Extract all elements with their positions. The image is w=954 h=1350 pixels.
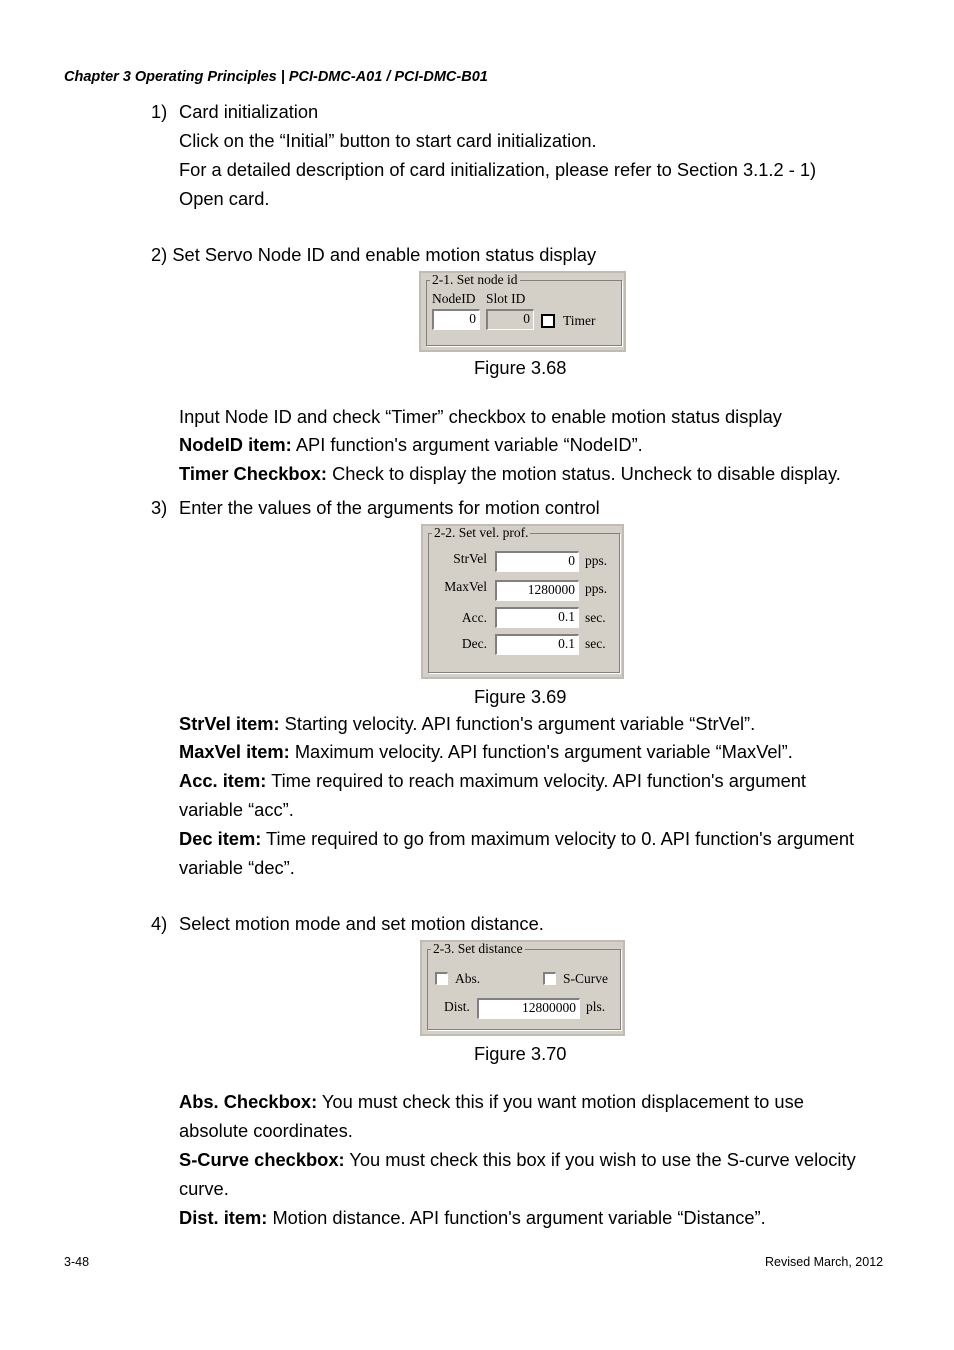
acc-text: Time required to reach maximum velocity. API function's argument [266, 770, 807, 791]
timer-term: Timer Checkbox: [179, 463, 327, 484]
section3-number: 3) [151, 497, 168, 518]
strvel-term: StrVel item: [179, 713, 280, 734]
section1-line1: Click on the “Initial” button to start card initialization. [179, 130, 597, 151]
nodeid-input[interactable]: 0 [432, 309, 480, 330]
dist-description [179, 1208, 766, 1228]
maxvel-input[interactable]: 1280000 [495, 580, 579, 601]
abs-term: Abs. Checkbox: [179, 1091, 318, 1112]
s-curve-text: You must check this box if you wish to use the S-curve velocity [344, 1149, 856, 1170]
section1-number: 1) [151, 101, 168, 122]
figure-3-69-set-vel-prof [421, 524, 624, 679]
s-curve-description-cont: curve. [179, 1178, 229, 1199]
strvel-description [179, 714, 755, 734]
strvel-input[interactable]: 0 [495, 551, 579, 572]
maxvel-text: Maximum velocity. API function's argument variable “MaxVel”. [289, 741, 793, 762]
maxvel-description [179, 742, 793, 762]
nodeid-label: NodeID [432, 291, 476, 306]
set-distance-legend: 2-3. Set distance [433, 941, 523, 956]
abs-label: Abs. [455, 971, 481, 986]
dec-term: Dec item: [179, 828, 262, 849]
timer-checkbox[interactable] [541, 314, 555, 328]
section1-line2: For a detailed description of card initialization, please refer to Section 3.1.2 - 1) [179, 159, 817, 180]
slotid-input: 0 [486, 309, 534, 330]
section3-title: Enter the values of the arguments for motion control [179, 497, 600, 518]
dist-text: Motion distance. API function's argument variable “Distance”. [267, 1207, 766, 1228]
timer-description [179, 464, 841, 484]
strvel-label: StrVel [453, 551, 487, 566]
acc-label: Acc. [461, 610, 487, 625]
nodeid-term: NodeID item: [179, 434, 292, 455]
dec-description [179, 829, 854, 849]
abs-text: You must check this if you want motion displacement to use [317, 1091, 804, 1112]
slotid-label: Slot ID [486, 291, 526, 306]
maxvel-unit: pps. [585, 581, 608, 596]
set-vel-prof-legend: 2-2. Set vel. prof. [434, 525, 529, 540]
section2-title: 2) Set Servo Node ID and enable motion status display [151, 244, 597, 265]
dist-term: Dist. item: [179, 1207, 268, 1228]
maxvel-label: MaxVel [444, 579, 487, 594]
strvel-text: Starting velocity. API function's argument variable “StrVel”. [279, 713, 756, 734]
abs-description [179, 1092, 804, 1112]
figure-3-68-caption: Figure 3.68 [474, 357, 567, 378]
acc-description-cont: variable “acc”. [179, 799, 294, 820]
timer-text: Check to display the motion status. Uncheck to disable display. [327, 463, 841, 484]
acc-description [179, 771, 806, 791]
dec-unit: sec. [585, 636, 606, 651]
s-curve-term: S-Curve checkbox: [179, 1149, 345, 1170]
abs-description-cont: absolute coordinates. [179, 1120, 353, 1141]
section1-line3: Open card. [179, 188, 270, 209]
section4-title: Select motion mode and set motion distance. [179, 913, 544, 934]
revision-date: Revised March, 2012 [765, 1255, 884, 1269]
nodeid-description [179, 435, 643, 455]
section2-intro: Input Node ID and check “Timer” checkbox to enable motion status display [179, 406, 782, 427]
s-curve-label: S-Curve [563, 971, 608, 986]
timer-label: Timer [563, 313, 596, 328]
acc-term: Acc. item: [179, 770, 267, 791]
page-number: 3-48 [64, 1255, 90, 1269]
s-curve-checkbox[interactable] [543, 972, 556, 985]
nodeid-text: API function's argument variable “NodeID”. [291, 434, 643, 455]
figure-3-69-caption: Figure 3.69 [474, 686, 567, 707]
dist-label: Dist. [444, 999, 470, 1014]
dec-input[interactable]: 0.1 [495, 634, 579, 655]
dist-input[interactable]: 12800000 [477, 998, 580, 1019]
dist-unit: pls. [586, 999, 606, 1014]
set-node-id-legend: 2-1. Set node id [432, 272, 518, 287]
abs-checkbox[interactable] [435, 972, 448, 985]
dec-description-cont: variable “dec”. [179, 857, 295, 878]
figure-3-70-caption: Figure 3.70 [474, 1043, 567, 1064]
section1-title: Card initialization [179, 101, 319, 122]
acc-input[interactable]: 0.1 [495, 607, 579, 628]
running-header: Chapter 3 Operating Principles | PCI-DMC-A01 / PCI-DMC-B01 [64, 69, 488, 85]
s-curve-description [179, 1150, 856, 1170]
acc-unit: sec. [585, 610, 606, 625]
dec-label: Dec. [461, 636, 487, 651]
figure-3-70-set-distance [420, 940, 625, 1036]
section4-number: 4) [151, 913, 168, 934]
strvel-unit: pps. [585, 553, 608, 568]
dec-text: Time required to go from maximum velocity to 0. API function's argument [261, 828, 855, 849]
maxvel-term: MaxVel item: [179, 741, 290, 762]
figure-3-68-set-node-id [419, 271, 626, 352]
